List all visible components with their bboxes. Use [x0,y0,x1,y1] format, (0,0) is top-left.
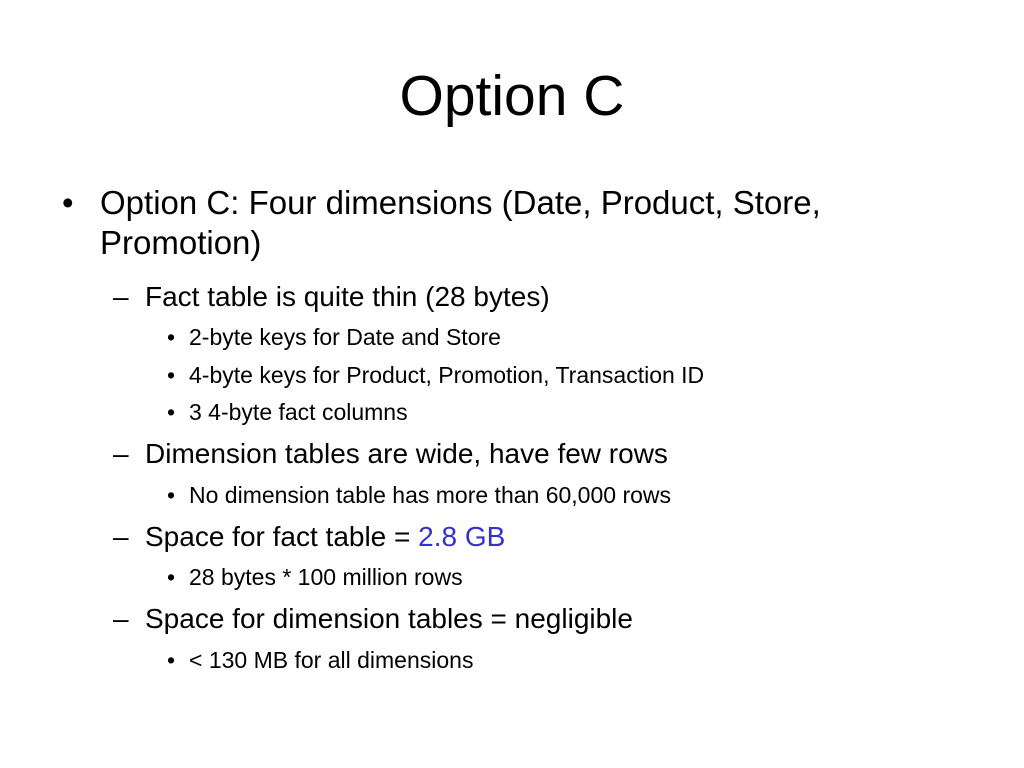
bullet-marker: • [167,362,176,388]
bullet-marker: • [167,399,176,425]
dash-marker: – [113,521,129,552]
main-point-text: Option C: Four dimensions (Date, Product, Store, Promotion) [100,184,821,261]
detail-point-text: 2-byte keys for Date and Store [189,324,501,350]
slide-title: Option C [399,64,625,128]
sub-point-text [145,520,505,554]
fact-table-size-value: 2.8 GB [418,521,506,552]
sub-point-text: Space for dimension tables = negligible [145,603,633,634]
bullet-marker: • [167,647,176,673]
space-label: Space for fact table = [145,521,419,552]
dash-marker: – [113,281,129,312]
dash-marker: – [113,603,129,634]
bullet-marker: • [62,184,74,221]
dash-marker: – [113,438,129,469]
sub-point-text: Fact table is quite thin (28 bytes) [145,281,550,312]
bullet-marker: • [167,482,176,508]
detail-point-text: 3 4-byte fact columns [189,399,408,425]
sub-point-text: Dimension tables are wide, have few rows [145,438,668,469]
bullet-marker: • [167,564,176,590]
detail-point-text: No dimension table has more than 60,000 rows [189,482,672,508]
detail-point-text: < 130 MB for all dimensions [189,647,474,673]
bullet-marker: • [167,324,176,350]
detail-point-text: 28 bytes * 100 million rows [189,564,463,590]
detail-point-text: 4-byte keys for Product, Promotion, Transaction ID [189,362,705,388]
